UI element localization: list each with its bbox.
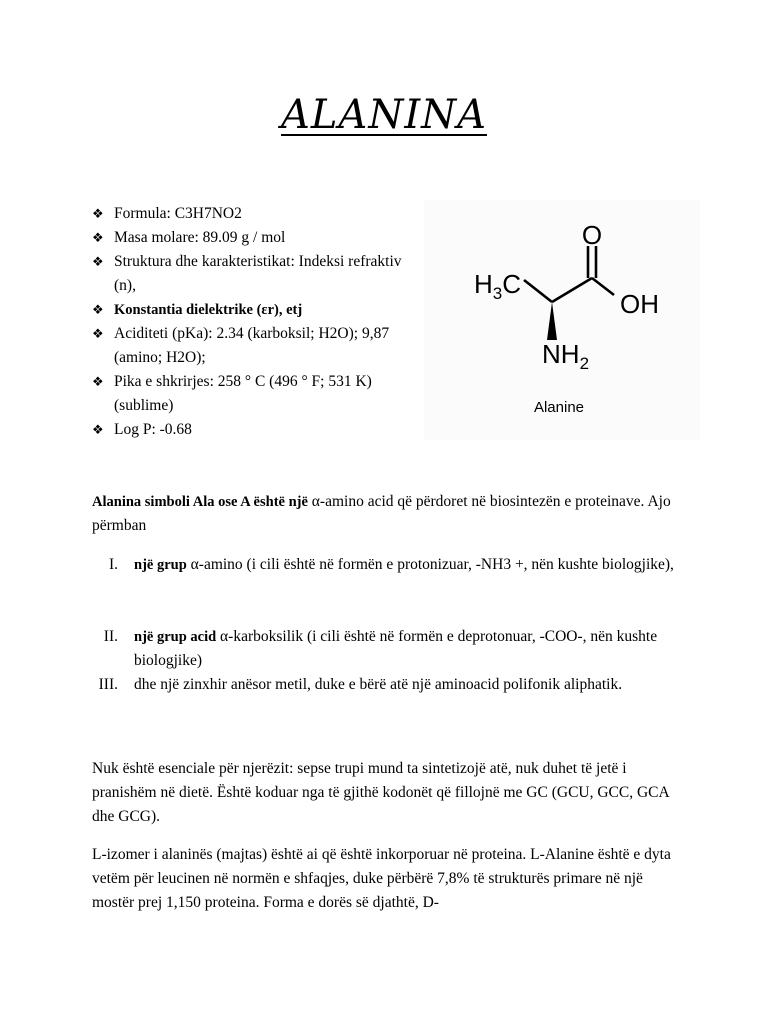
diamond-bullet-icon: ❖: [92, 230, 104, 245]
atom-oh: OH: [620, 289, 659, 319]
bond-ch3-calpha: [524, 280, 552, 302]
property-item: ❖ Masa molare: 89.09 g / mol: [92, 226, 422, 250]
atom-h3c-label: $H_3C$: [474, 269, 522, 303]
wedge-bond-nh2: [547, 302, 557, 340]
bond-calpha-ccarbonyl: [552, 278, 592, 302]
intro-paragraph: Alanina simboli Ala ose A është një α-amino acid që përdoret në biosintezën e proteinave. Ajo përmban: [92, 493, 671, 534]
group-item: II. një grup acid α-karboksilik (i cili është në formën e deprotonuar, -COO-, nën kushte biologjike): [103, 628, 658, 669]
diamond-bullet-icon: ❖: [92, 326, 104, 341]
diamond-bullet-icon: ❖: [92, 302, 104, 317]
atom-o: O: [581, 220, 603, 250]
l-isomer-paragraph: L-izomer i alaninës (majtas) është ai që është inkorporuar në proteina. L-Alanine është e dyta vetëm për leucinen në normën e shfaqjes, duke përbërë 7,8% të strukturës primare në një mostër prej 1,150 proteina. Forma e dorës së djathtë, D-: [92, 846, 671, 911]
page-title: ALANINA: [280, 92, 488, 138]
group-item: I. një grup α-amino (i cili është në formën e protonizuar, -NH3 +, nën kushte biologjike),: [108, 556, 674, 573]
diamond-bullet-icon: ❖: [92, 422, 104, 437]
property-item: ❖ Aciditeti (pKa): 2.34 (karboksil; H2O); 9,87 (amino; H2O);: [92, 322, 422, 370]
diamond-bullet-icon: ❖: [92, 254, 104, 269]
alanine-structure-svg: [424, 200, 700, 440]
diamond-bullet-icon: ❖: [92, 374, 104, 389]
structure-caption: Alanine: [533, 399, 585, 416]
properties-list: [92, 202, 422, 442]
property-item: ❖ Konstantia dielektrike (εr), etj: [92, 298, 422, 322]
group-item: III. dhe një zinxhir anësor metil, duke e bërë atë një aminoacid polifonik aliphatik.: [98, 676, 623, 693]
property-item: ❖ Struktura dhe karakteristikat: Indeksi refraktiv (n),: [92, 250, 422, 298]
essential-paragraph: Nuk është esenciale për njerëzit: sepse trupi mund ta sintetizojë atë, nuk duhet të jetë i pranishëm në dietë. Është koduar nga të gjithë kodonët që fillojnë me GC (GCU, GCC, GCA dhe GCG).: [92, 760, 669, 825]
alanine-structure-figure: [424, 200, 700, 440]
atom-nh2-label: $NH_2$: [542, 339, 590, 373]
property-item: ❖ Log P: -0.68: [92, 418, 422, 442]
property-item: ❖ Formula: C3H7NO2: [92, 202, 422, 226]
property-item: ❖ Pika e shkrirjes: 258 ° C (496 ° F; 531 K) (sublime): [92, 370, 422, 418]
bond-c-oh: [592, 278, 614, 295]
diamond-bullet-icon: ❖: [92, 206, 104, 221]
